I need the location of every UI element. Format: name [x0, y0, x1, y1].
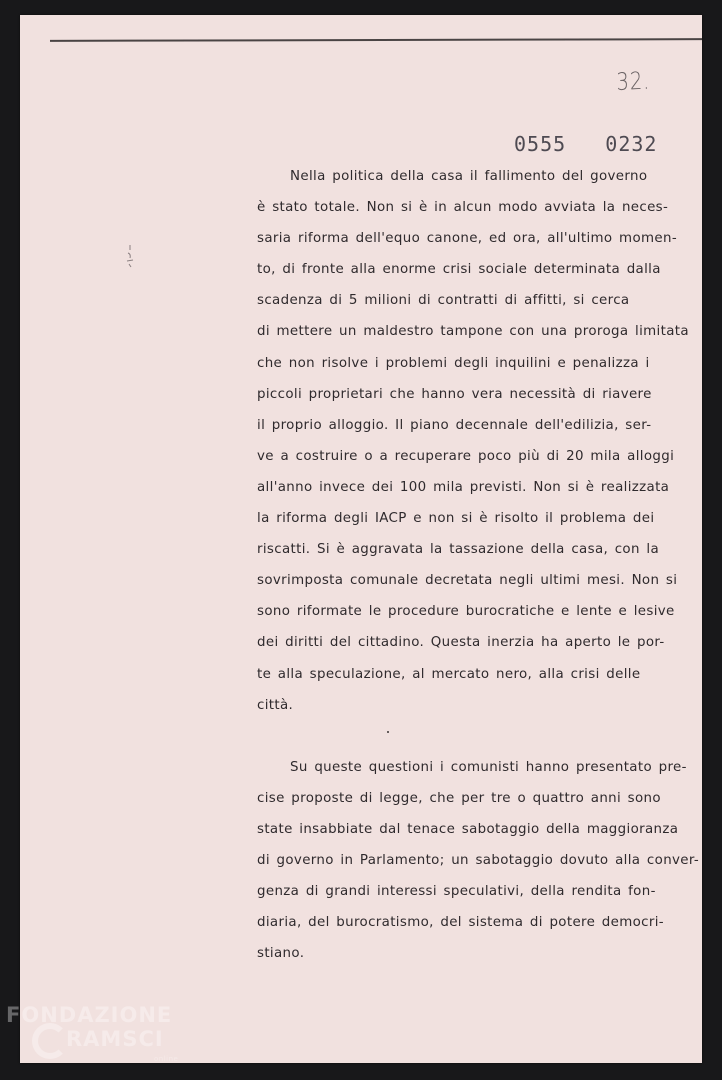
text-line: che non risolve i problemi degli inquilini e penalizza i: [257, 355, 650, 371]
text-line: all'anno invece dei 100 mila previsti. Non si è realizzata: [257, 479, 670, 495]
text-line: stiano.: [257, 946, 305, 962]
text-line: to, di fronte alla enorme crisi sociale determinata dalla: [257, 262, 661, 278]
text-line: il proprio alloggio. Il piano decennale dell'edilizia, ser-: [257, 417, 652, 433]
text-line: state insabbiate dal tenace sabotaggio della maggioranza: [257, 821, 679, 837]
handwritten-page-number: 32.: [616, 66, 651, 96]
text-line: sovrimposta comunale decretata negli ultimi mesi. Non si: [257, 573, 678, 589]
watermark-line2: RAMSCI: [66, 1027, 164, 1051]
ink-speck: [387, 731, 389, 733]
text-line: dei diritti del cittadino. Questa inerzia ha aperto le por-: [257, 635, 665, 651]
text-line: [257, 721, 699, 752]
text-line: diaria, del burocratismo, del sistema di potere democri-: [257, 915, 664, 931]
text-line: la riforma degli IACP e non si è risolto il problema dei: [257, 511, 655, 527]
text-line: scadenza di 5 milioni di contratti di affitti, si cerca: [257, 293, 630, 309]
text-line: Su queste questioni i comunisti hanno presentato pre-: [257, 759, 687, 775]
text-line: riscatti. Si è aggravata la tassazione della casa, con la: [257, 542, 660, 558]
text-line: sono riformate le procedure burocratiche e lente e lesive: [257, 604, 675, 620]
text-line: te alla speculazione, al mercato nero, alla crisi delle: [257, 666, 641, 682]
text-line: cise proposte di legge, che per tre o quattro anni sono: [257, 790, 661, 806]
text-line: di mettere un maldestro tampone con una proroga limitata: [257, 324, 689, 340]
archive-stamp-number: 0555 0232: [514, 132, 658, 156]
text-line: genza di grandi interessi speculativi, della rendita fon-: [257, 884, 656, 900]
watermark-sub: online: [154, 1055, 179, 1063]
fondazione-gramsci-watermark: [6, 1003, 206, 1073]
text-line: saria riforma dell'equo canone, ed ora, all'ultimo momen-: [257, 231, 677, 247]
margin-pencil-mark: [125, 244, 135, 268]
watermark-g-logo-icon: [32, 1023, 68, 1059]
text-line: Nella politica della casa il fallimento del governo: [257, 169, 648, 184]
watermark-line1: FONDAZIONE: [6, 1003, 173, 1027]
text-line: ve a costruire o a recuperare poco più di 20 mila alloggi: [257, 448, 675, 464]
document-body-text: [257, 161, 699, 969]
text-line: di governo in Parlamento; un sabotaggio dovuto alla conver-: [257, 853, 700, 869]
text-line: città.: [257, 697, 294, 713]
text-line: è stato totale. Non si è in alcun modo avviata la neces-: [257, 200, 669, 216]
text-line: piccoli proprietari che hanno vera necessità di riavere: [257, 386, 652, 402]
